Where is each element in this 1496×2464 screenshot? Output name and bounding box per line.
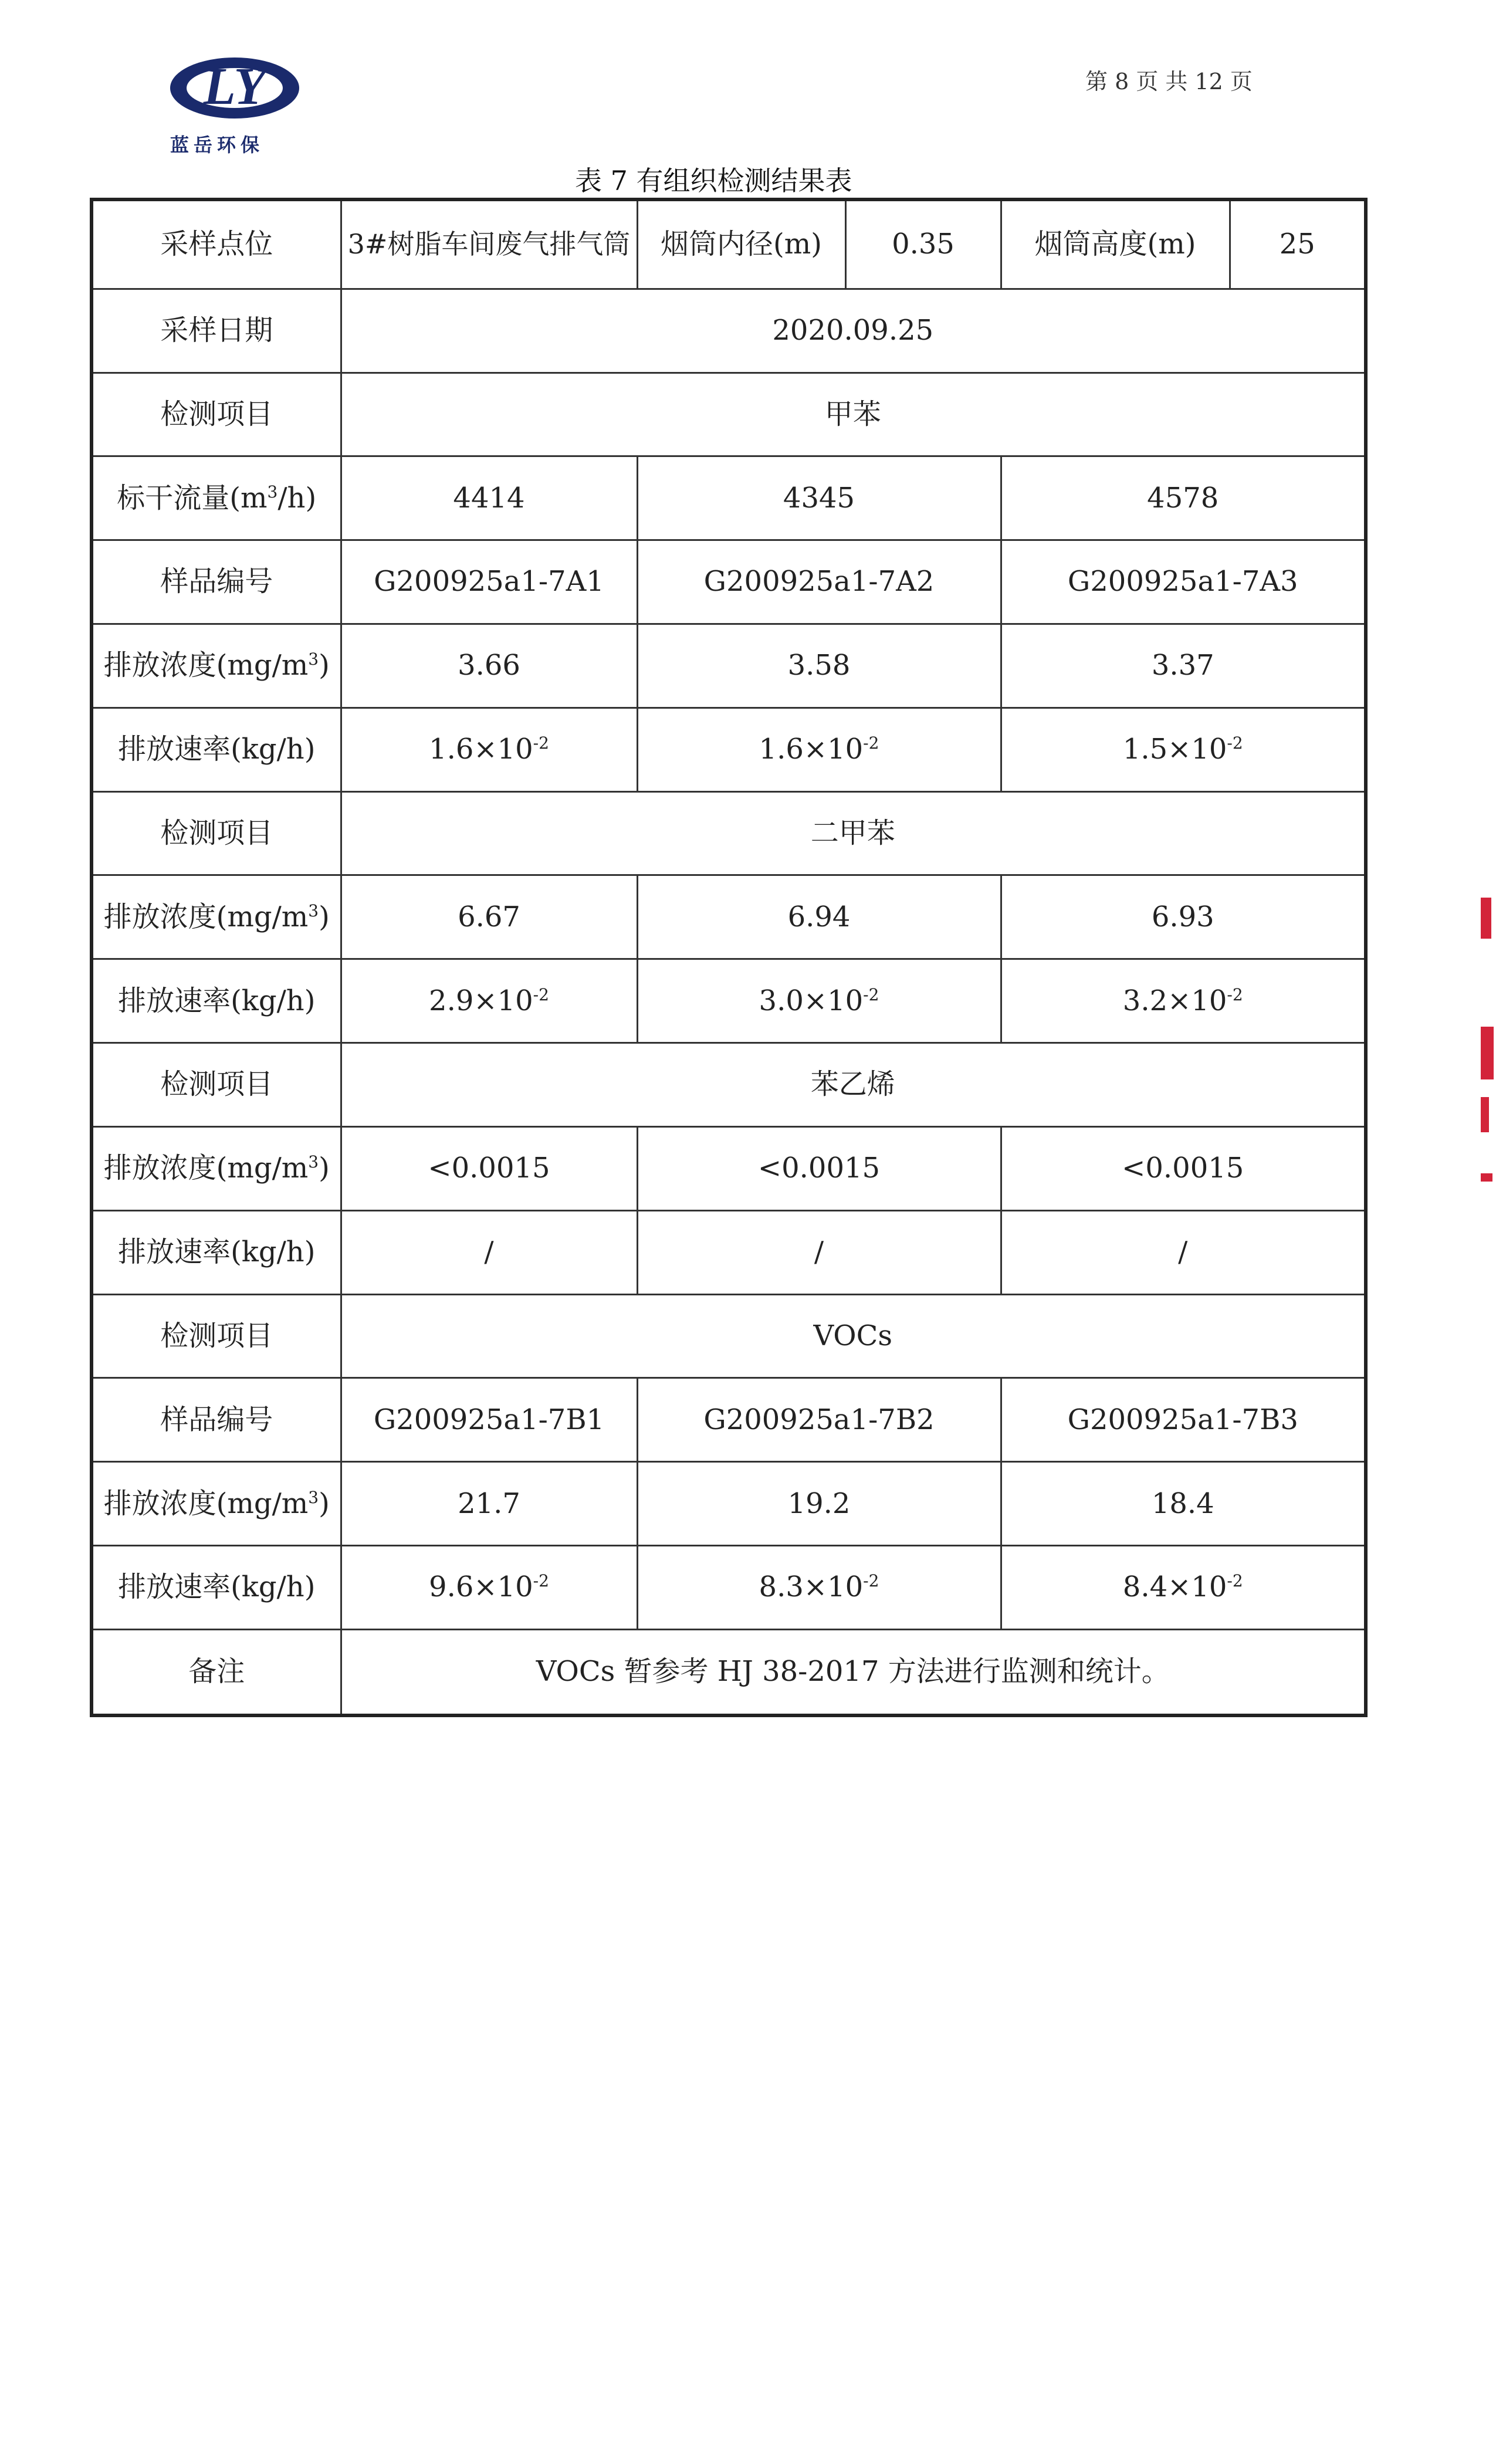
remark-label: 备注 [92,1629,341,1715]
page-number: 第 8 页 共 12 页 [1085,69,1253,94]
toluene-conc-2: 3.58 [637,624,1001,708]
test-item-vocs: VOCs [341,1294,1366,1378]
stack-height-value: 25 [1230,199,1366,289]
sampling-date-value: 2020.09.25 [341,289,1366,373]
test-item-label: 检测项目 [92,791,341,875]
styrene-rate-2: / [637,1210,1001,1294]
test-item-styrene: 苯乙烯 [341,1043,1366,1127]
stack-diameter-label: 烟筒内径(m) [637,199,845,289]
table-row [92,1462,1366,1546]
concentration-label: 排放浓度$(mg/m^3)$ [92,1462,341,1546]
test-item-toluene: 甲苯 [341,373,1366,456]
toluene-rate-3: $1.5\times 10^{-2}$ [1001,708,1366,791]
flow-label: 标干流量$(m^3/h)$ [92,456,341,540]
flow-value-3: 4578 [1001,456,1366,540]
test-item-label: 检测项目 [92,1043,341,1127]
table-row [92,1210,1366,1294]
table-row [92,1294,1366,1378]
toluene-rate-1: $1.6\times 10^{-2}$ [341,708,637,791]
styrene-conc-1: <0.0015 [341,1126,637,1210]
table-row [92,456,1366,540]
table-row [92,1629,1366,1715]
toluene-conc-1: 3.66 [341,624,637,708]
concentration-label: 排放浓度$(mg/m^3)$ [92,875,341,959]
rate-label: 排放速率(kg/h) [92,959,341,1043]
table-row [92,289,1366,373]
styrene-conc-2: <0.0015 [637,1126,1001,1210]
table-row [92,373,1366,456]
vocs-sample-no-1: G200925a1-7B1 [341,1378,637,1462]
toluene-sample-no-2: G200925a1-7A2 [637,540,1001,624]
stack-height-label: 烟筒高度(m) [1001,199,1230,289]
xylene-rate-1: $2.9\times 10^{-2}$ [341,959,637,1043]
seal-edge-icon [1478,898,1496,1191]
table-title: 表 7 有组织检测结果表 [575,165,852,197]
rate-label: 排放速率(kg/h) [92,708,341,791]
toluene-conc-3: 3.37 [1001,624,1366,708]
flow-value-1: 4414 [341,456,637,540]
toluene-rate-2: $1.6\times 10^{-2}$ [637,708,1001,791]
table-row [92,1043,1366,1127]
sampling-date-label: 采样日期 [92,289,341,373]
vocs-sample-no-2: G200925a1-7B2 [637,1378,1001,1462]
rate-label: 排放速率(kg/h) [92,1546,341,1630]
styrene-rate-3: / [1001,1210,1366,1294]
stack-diameter-value: 0.35 [845,199,1001,289]
xylene-rate-3: $3.2\times 10^{-2}$ [1001,959,1366,1043]
test-item-xylene: 二甲苯 [341,791,1366,875]
vocs-rate-3: $8.4\times 10^{-2}$ [1001,1546,1366,1630]
table-row [92,1378,1366,1462]
flow-value-2: 4345 [637,456,1001,540]
vocs-rate-2: $8.3\times 10^{-2}$ [637,1546,1001,1630]
vocs-conc-2: 19.2 [637,1462,1001,1546]
table-row [92,875,1366,959]
vocs-sample-no-3: G200925a1-7B3 [1001,1378,1366,1462]
sampling-site-value: 3#树脂车间废气排气筒 [341,199,637,289]
logo-mark-text: LY [203,57,266,116]
vocs-conc-3: 18.4 [1001,1462,1366,1546]
sample-no-label: 样品编号 [92,1378,341,1462]
table-row [92,540,1366,624]
table-row [92,1126,1366,1210]
table-row [92,791,1366,875]
test-item-label: 检测项目 [92,1294,341,1378]
rate-label: 排放速率(kg/h) [92,1210,341,1294]
test-item-label: 检测项目 [92,373,341,456]
table-row [92,624,1366,708]
concentration-label: 排放浓度$(mg/m^3)$ [92,1126,341,1210]
results-table [90,198,1368,1717]
xylene-conc-3: 6.93 [1001,875,1366,959]
table-row [92,199,1366,289]
remark-value: VOCs 暂参考 HJ 38-2017 方法进行监测和统计。 [341,1629,1366,1715]
sample-no-label: 样品编号 [92,540,341,624]
xylene-conc-2: 6.94 [637,875,1001,959]
styrene-conc-3: <0.0015 [1001,1126,1366,1210]
table-row [92,1546,1366,1630]
company-logo [164,50,317,126]
vocs-conc-1: 21.7 [341,1462,637,1546]
table-row [92,708,1366,791]
table-row [92,959,1366,1043]
xylene-conc-1: 6.67 [341,875,637,959]
concentration-label: 排放浓度$(mg/m^3)$ [92,624,341,708]
xylene-rate-2: $3.0\times 10^{-2}$ [637,959,1001,1043]
sampling-site-label: 采样点位 [92,199,341,289]
logo-mark-icon [164,50,305,126]
vocs-rate-1: $9.6\times 10^{-2}$ [341,1546,637,1630]
logo-text: 蓝岳环保 [170,134,265,156]
toluene-sample-no-3: G200925a1-7A3 [1001,540,1366,624]
toluene-sample-no-1: G200925a1-7A1 [341,540,637,624]
styrene-rate-1: / [341,1210,637,1294]
